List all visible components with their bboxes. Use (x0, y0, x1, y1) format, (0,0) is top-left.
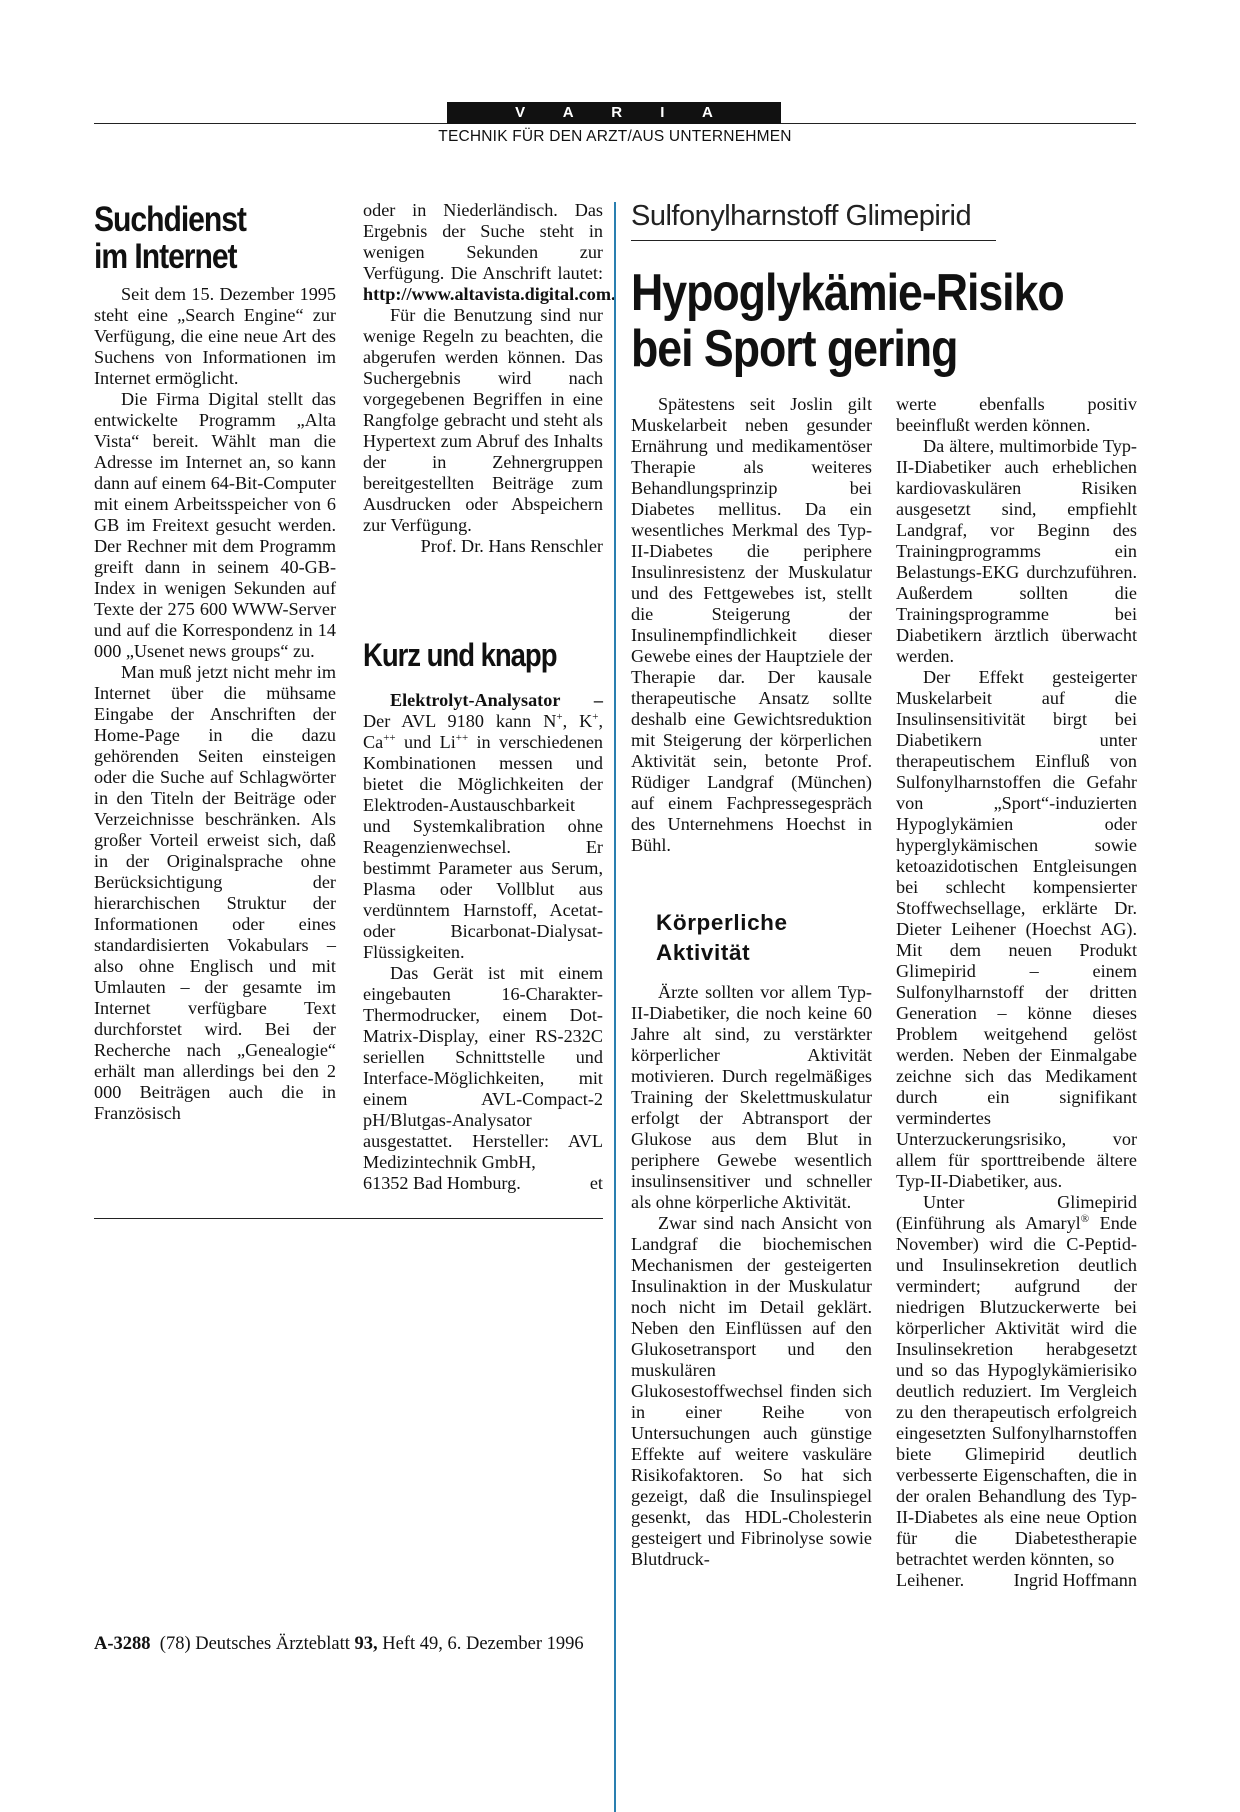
article1-title-line2: im Internet (94, 237, 237, 276)
article3-title-line2: bei Sport gering (631, 320, 958, 378)
article2-lead: Elektrolyt-Analysator – (390, 690, 603, 710)
article1-title (94, 201, 246, 275)
article2-paragraph: Elektrolyt-Analysator – Der AVL 9180 kann N+, K+, Ca++ und Li++ in verschiedenen Kombinationen messen und bietet die Möglichkeiten der Elektroden-Austauschbarkeit und Systemkalibration ohne Reagenzienwechsel. Er bestimmt Parameter aus Serum, Plasma oder Vollblut aus verdünntem Harnstoff, Acetat- oder Bicarbonat-Dialysat-Flüssigkeiten. (363, 690, 603, 962)
article2-title: Kurz und knapp (363, 637, 557, 673)
article2-body (363, 690, 603, 1194)
kicker-rule (631, 240, 996, 241)
article1-paragraph: Man muß jetzt nicht mehr im Internet über die mühsame Eingabe der Anschriften der Home-Page in die dazu gehörenden Seiten einsteigen oder die Suche auf Schlagwörter in den Titeln der Beiträge oder Verzeichnisse beschränken. Als großer Vorteil erweist sich, daß in der Originalsprache ohne Berücksichtigung der hierarchischen Struktur der Informationen oder eines standardisierten Vokabulars – also ohne Englisch und mit Umlauten – der gesamte im Internet verfügbare Text durchforstet wird. Bei der Recherche nach „Genealogie“ erhält man allerdings bei den 2 000 Beiträgen auch die in Französisch (94, 662, 336, 1123)
article3-subhead-line1: Körperliche (656, 910, 788, 935)
article3-subhead (656, 908, 788, 968)
article3-author: Ingrid Hoffmann (1013, 1570, 1137, 1590)
column-divider (614, 202, 616, 1812)
article3-paragraph: Da ältere, multimorbide Typ-II-Diabetiker auch erheblichen kardiovaskulären Risiken ausgesetzt sind, empfiehlt Landgraf, vor Beginn des Trainingprogramms ein Belastungs-EKG durchzuführen. Außerdem sollten die Trainingsprogramme bei Diabetikern ärztlich überwacht werden. (896, 436, 1137, 666)
article1-paragraph: Für die Benutzung sind nur wenige Regeln zu beachten, die abgerufen werden können. Das Suchergebnis wird nach vorgegebenen Begriffen in eine Rangfolge gebracht und steht als Hypertext zum Abruf des Inhalts der in Zehnergruppen bereitgestellten Beiträge zum Ausdrucken oder Abspeichern zur Verfügung. (363, 305, 603, 535)
subsection-label: TECHNIK FÜR DEN ARZT/AUS UNTERNEHMEN (438, 128, 792, 145)
article2-author: et (589, 1173, 603, 1193)
article3-paragraph: Zwar sind nach Ansicht von Landgraf die biochemischen Mechanismen der gesteigerten Insulinaktion in der Muskulatur noch nicht im Detail geklärt. Neben den Einflüssen auf den Glukosetransport und den muskulären Glukosestoffwechsel finden sich in einer Reihe von Untersuchungen auch günstige Effekte auf weitere vaskuläre Risikofaktoren. So hat sich gezeigt, daß die Insulinspiegel gesenkt, das HDL-Cholesterin gesteigert und Fibrinolyse sowie Blutdruck- (631, 1213, 872, 1569)
article3-column2 (896, 394, 1137, 1591)
article3-paragraph: Unter Glimepirid (Einführung als Amaryl® Ende November) wird die C-Peptid- und Insulinsekretion deutlich vermindert; aufgrund der niedrigen Blutzuckerwerte bei körperlicher Aktivität wird die Insulinsekretion herabgesetzt und so das Hypoglykämierisiko deutlich reduziert. Im Vergleich zu den therapeutisch erfolgreich eingesetzten Sulfonylharnstoffen biete Glimepirid deutlich verbesserte Eigenschaften, die in der oralen Behandlung des Typ-II-Diabetes als eine neue Option für die Diabetestherapie betrachtet werden könnten, so (896, 1192, 1137, 1569)
article3-paragraph: Der Effekt gesteigerter Muskelarbeit auf die Insulinsensitivität birgt bei Diabetikern unter therapeutischem Einfluß von Sulfonylharnstoffen die Gefahr von „Sport“-induzierten Hypoglykämien oder hyperglykämischen sowie ketoazidotischen Entgleisungen bei schlecht kompensierter Stoffwechsellage, erklärte Dr. Dieter Leihener (Hoechst AG). Mit dem neuen Produkt Glimepirid – einem Sulfonylharnstoff der dritten Generation – könne dieses Problem weitgehend gelöst werden. Neben der Einmalgabe zeichne sich das Medikament durch ein signifikant vermindertes Unterzuckerungsrisiko, vor allem für sporttreibende ältere Typ-II-Diabetiker, aus. (896, 667, 1137, 1191)
article1-title-line1: Suchdienst (94, 200, 246, 239)
article1-paragraph: Seit dem 15. Dezember 1995 steht eine „Search Engine“ zur Verfügung, die eine neue Art des Suchens von Informationen im Internet ermöglicht. (94, 284, 336, 388)
page-footer (94, 1634, 584, 1655)
article3-continuation: werte ebenfalls positiv beeinflußt werden können. (896, 394, 1137, 435)
footer-journal: (78) Deutsches Ärzteblatt (159, 1634, 350, 1654)
page-number: A-3288 (94, 1634, 151, 1654)
article1-paragraph: Die Firma Digital stellt das entwickelte Programm „Alta Vista“ bereit. Wählt man die Adresse im Internet an, so kann dann auf einem 64-Bit-Computer mit einem Arbeitsspeicher von 6 GB im Freitext gesucht werden. Der Rechner mit dem Programm greift dann in seinem 40-GB-Index in wenigen Sekunden auf Texte der 275 600 WWW-Server und auf die Korrespondenz in 14 000 „Usenet news groups“ zu. (94, 389, 336, 661)
section-label: V A R I A (447, 102, 781, 124)
footer-volume: 93, (354, 1634, 378, 1654)
article1-continuation: oder in Niederländisch. Das Ergebnis der Suche steht in wenigen Sekunden zur Verfügung. Die Anschrift lautet: http://www.altavista.digital.com. (363, 200, 616, 304)
article2-last-line: 61352 Bad Homburg. et (363, 1173, 603, 1193)
article3-title-line1: Hypoglykämie-Risiko (631, 264, 1064, 322)
article1-url: http://www.altavista.digital.com. (363, 284, 616, 304)
article3-subhead-line2: Aktivität (656, 940, 751, 965)
article3-title (631, 265, 1064, 377)
article3-column1 (631, 394, 872, 1570)
column-end-rule (94, 1218, 603, 1219)
article3-paragraph: Ärzte sollten vor allem Typ-II-Diabetiker, die noch keine 60 Jahre alt sind, zu verstärkter körperlicher Aktivität motivieren. Durch regelmäßiges Training der Skelettmuskulatur erfolgt der Abtransport der Glukose aus dem Blut in periphere Gewebe wesentlich insulinsensitiver und schneller als ohne körperliche Aktivität. (631, 982, 872, 1212)
article1-author: Prof. Dr. Hans Renschler (420, 536, 603, 556)
article3-last-line: Leihener. Ingrid Hoffmann (896, 1570, 1137, 1590)
article2-paragraph: Das Gerät ist mit einem eingebauten 16-Charakter-Thermodrucker, einem Dot-Matrix-Display, einer RS-232C seriellen Schnittstelle und Interface-Möglichkeiten, mit einem AVL-Compact-2 pH/Blutgas-Analysator ausgestattet. Hersteller: AVL Medizintechnik GmbH, (363, 963, 603, 1172)
article3-kicker: Sulfonylharnstoff Glimepirid (631, 200, 972, 232)
article3-paragraph: Spätestens seit Joslin gilt Muskelarbeit neben gesunder Ernährung und medikamentöser Therapie als weiteres Behandlungsprinzip bei Diabetes mellitus. Da ein wesentliches Merkmal des Typ-II-Diabetes die periphere Insulinresistenz der Muskulatur und des Fettgewebes ist, stellt die Steigerung der Insulinempfindlichkeit dieser Gewebe eines der Hauptziele der Therapie dar. Der kausale therapeutische Ansatz sollte deshalb eine Gewichtsreduktion mit Steigerung der körperlichen Aktivität sein, betonte Prof. Rüdiger Landgraf (München) auf einem Fachpressegespräch des Unternehmens Hoechst in Bühl. (631, 394, 872, 855)
article1-column1 (94, 284, 336, 1124)
footer-issue: Heft 49, 6. Dezember 1996 (382, 1634, 584, 1654)
article1-column2 (363, 200, 616, 557)
